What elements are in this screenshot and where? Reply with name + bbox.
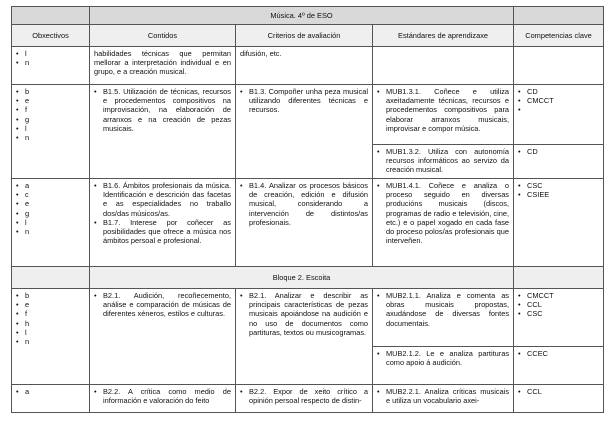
standard-cell [373,385,514,413]
criteria-item: • B1.3. Compoñer unha peza musical utilizando diferentes técnicas e recursos. [240,87,368,115]
criteria-cell: difusión, etc. [236,47,373,85]
objective-item: • g [16,209,85,218]
objectives-cell [12,85,90,179]
objective-item: • h [16,319,85,328]
standard-cell [373,47,514,85]
criteria-cell [236,385,373,413]
criteria-cell [236,289,373,385]
table-title: Música. 4º de ESO [90,7,514,25]
objective-item: • l [16,49,85,58]
standard-cell [373,179,514,267]
objective-item: • b [16,87,85,96]
title-corner-cell [12,7,90,25]
content-cell [90,385,236,413]
standard-item: • MUB1.3.1. Coñece e utiliza axeitadamente técnicas, recursos e procedementos compositivos para elaborar arranxos musicais, improvisar e compor música. [377,87,509,133]
header-objectives: Obxectivos [12,25,90,47]
block-corner-cell [12,267,90,289]
table-row [12,179,604,267]
objectives-cell [12,385,90,413]
table-row [12,85,604,145]
header-standards: Estándares de aprendizaxe [373,25,514,47]
criteria-cell [236,85,373,179]
criteria-item: • B2.2. Expor de xeito crítico a opinión persoal respecto de distin- [240,387,368,405]
criteria-cell [236,179,373,267]
content-cell [90,85,236,179]
standard-item: • MUB1.4.1. Coñece e analiza o proceso seguido en diversas producións musicais (discos, programas de radio e televisión, cine, etc.) e o papel xogado en cada fase do proceso polos/as profesionais que interveñen. [377,181,509,245]
competences-cell [514,85,604,145]
competences-cell [514,47,604,85]
competences-cell [514,145,604,179]
objectives-cell [12,47,90,85]
objective-item: • e [16,199,85,208]
competence-item: • CMCCT [518,291,599,300]
competence-item: • CMCCT [518,96,599,105]
competence-item: • CSIEE [518,190,599,199]
objective-item: • l [16,328,85,337]
criteria-item: • B1.4. Analizar os procesos básicos de creación, edición e difusión musical, considerando a intervención de distintos/as profesionais. [240,181,368,227]
standard-item: • MUB2.1.1. Analiza e comenta as obras musicais propostas, axudándose de diversas fontes documentais. [377,291,509,328]
content-item: • B1.5. Utilización de técnicas, recursos e procedementos compositivos na improvisación, na elaboración de arranxos e na creación de pezas musicais. [94,87,231,133]
standard-cell [373,289,514,347]
competence-item: • CSC [518,309,599,318]
objectives-cell [12,289,90,385]
content-item: • B2.1. Audición, recoñecemento, análise e comparación de músicas de diferentes xéneros, estilos e culturas. [94,291,231,319]
content-cell [90,289,236,385]
standard-cell [373,85,514,145]
content-item: • B2.2. A crítica como medio de información e valoración do feito [94,387,231,405]
competence-item: • CCL [518,387,599,396]
objective-item: • n [16,133,85,142]
competences-cell [514,347,604,385]
objective-item: • f [16,309,85,318]
competence-item: • CCEC [518,349,599,358]
content-item: • B1.6. Ámbitos profesionais da música. Identificación e descrición das facetas e as especialidades no traballo dos/das músicos/as. [94,181,231,218]
header-competences: Competencias clave [514,25,604,47]
objective-item: • l [16,124,85,133]
objective-item: • e [16,96,85,105]
block-right-cell [514,267,604,289]
competence-item: • CD [518,147,599,156]
competence-item: • CSC [518,181,599,190]
block-row [12,267,604,289]
competences-cell [514,179,604,267]
content-item: • B1.7. Interese por coñecer as posibilidades que ofrece a música nos ámbitos persoal e profesional. [94,218,231,246]
competence-item: • CCL [518,300,599,309]
competence-item: • CD [518,87,599,96]
standard-cell [373,347,514,385]
standard-item: • MUB2.2.1. Analiza críticas musicais e utiliza un vocabulario axei- [377,387,509,405]
curriculum-table [11,6,604,413]
competences-cell [514,385,604,413]
objective-item: • f [16,105,85,114]
content-cell [90,179,236,267]
objective-item: • g [16,115,85,124]
objective-item: • a [16,387,85,396]
objective-item: • n [16,58,85,67]
standard-item: • MUB2.1.2. Le e analiza partituras como apoio á audición. [377,349,509,367]
content-cell: habilidades técnicas que permitan mellorar a interpretación individual e en grupo, e a creación musical. [90,47,236,85]
objectives-cell [12,179,90,267]
objective-item: • n [16,227,85,236]
header-criteria: Criterios de avaliación [236,25,373,47]
objective-item: • e [16,300,85,309]
table-row [12,289,604,347]
objective-item: • b [16,291,85,300]
objective-item: • c [16,190,85,199]
criteria-item: • B2.1. Analizar e describir as principais características de pezas musicais apoiándose na audición e no uso de documentos como partituras, textos ou musicogramas. [240,291,368,337]
competences-cell [514,289,604,347]
standard-cell [373,145,514,179]
competence-item [518,105,599,114]
table-row [12,385,604,413]
table-row [12,47,604,85]
standard-item: • MUB1.3.2. Utiliza con autonomía recursos informáticos ao servizo da creación musical. [377,147,509,175]
title-right-cell [514,7,604,25]
objective-item: • n [16,337,85,346]
document-page [11,6,604,413]
header-contents: Contidos [90,25,236,47]
objective-item: • a [16,181,85,190]
objective-item: • l [16,218,85,227]
block-title: Bloque 2. Escoita [90,267,514,289]
